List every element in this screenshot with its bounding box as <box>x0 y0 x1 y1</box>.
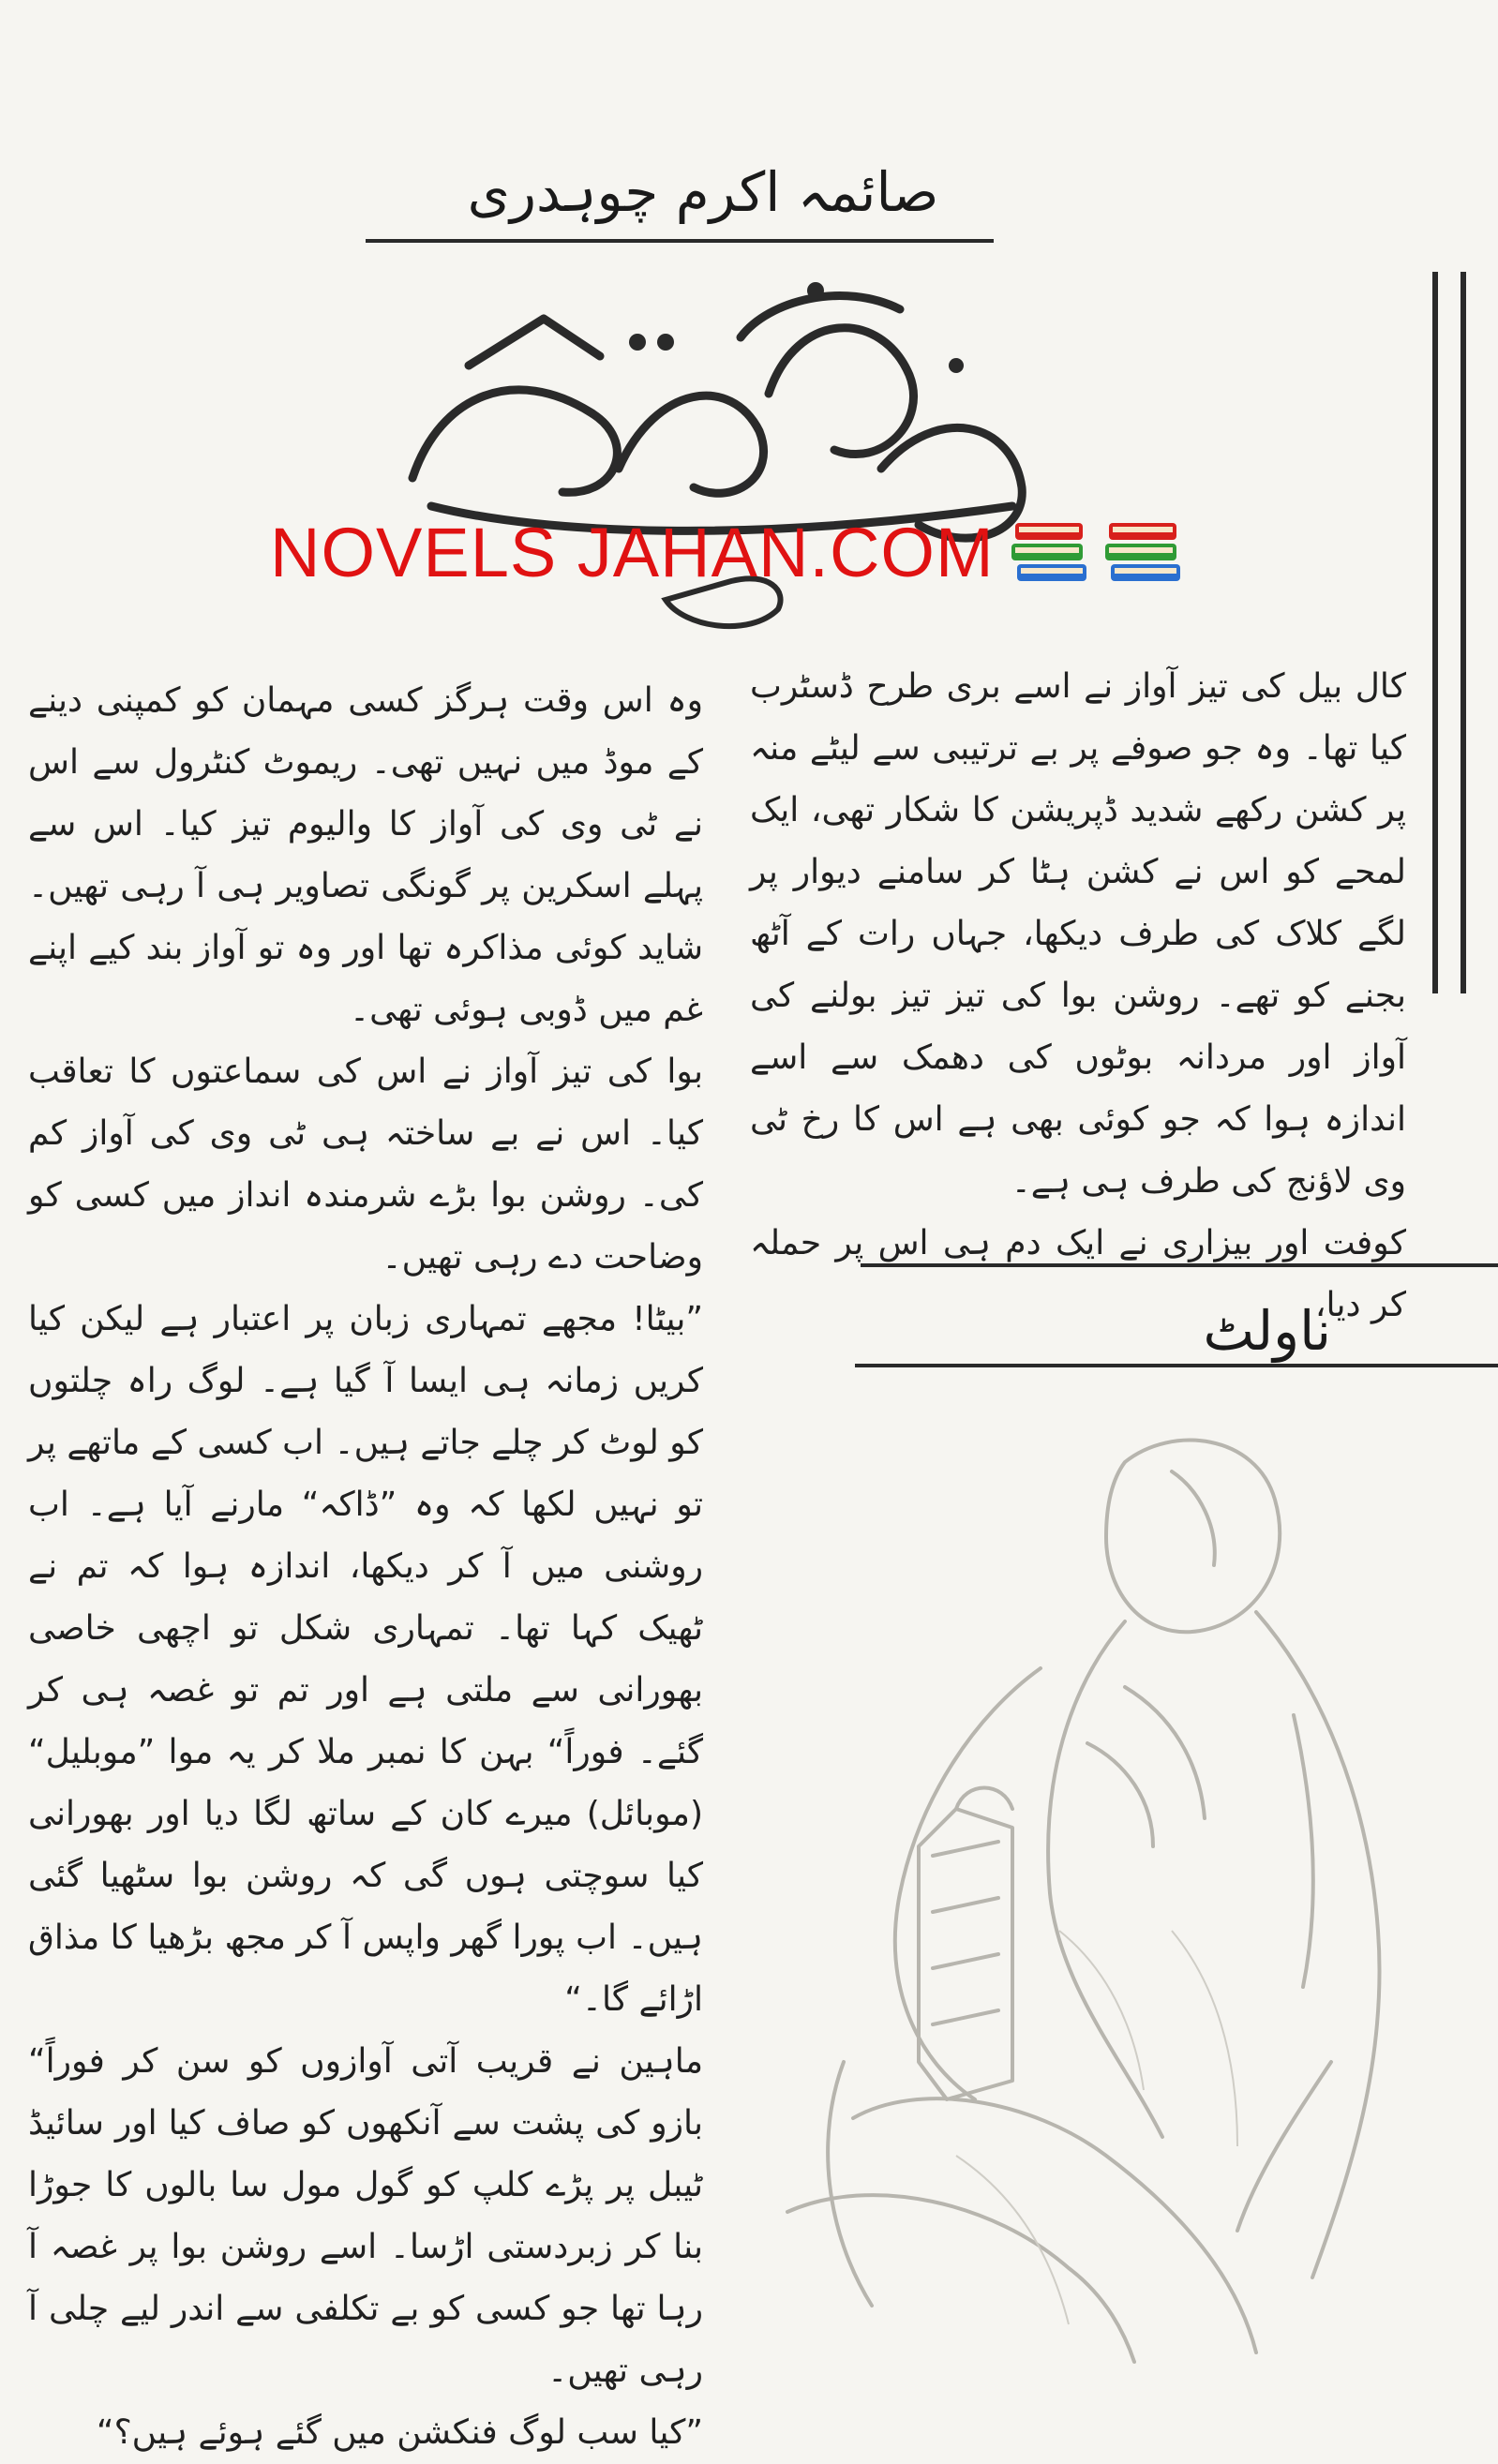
paragraph: ”کیا سب لوگ فنکشن میں گئے ہوئے ہیں؟“ <box>96 2413 703 2452</box>
genre-bottom-rule <box>855 1364 1498 1367</box>
books-icon <box>1008 515 1186 590</box>
text-column-right <box>750 656 1406 1324</box>
vertical-rule-inner <box>1461 272 1466 993</box>
paragraph: ماہین نے قریب آتی آوازوں کو سن کر فوراً“ بازو کی پشت سے آنکھوں کو صاف کیا اور سائیڈ ٹیبل پر پڑے کلپ کو گول مول سا بالوں کا جوڑا بنا کر زبردستی اڑسا۔ اسے روشن بوا پر غصہ آ رہا تھا جو کسی کو بے تکلفی سے اندر لیے چلی آ رہی تھیں۔ <box>28 2042 703 2390</box>
watermark-text: NOVELS JAHAN.COM <box>270 514 995 591</box>
text-column-left <box>28 670 703 2452</box>
genre-top-rule <box>861 1263 1498 1267</box>
genre-label: ناولٹ <box>1203 1299 1331 1363</box>
author-name: صائمہ اکرم چوہدری <box>467 160 939 224</box>
paragraph: ”بیٹا! مجھے تمہاری زبان پر اعتبار ہے لیکن کیا کریں زمانہ ہی ایسا آ گیا ہے۔ لوگ راہ چلتوں کو لوٹ کر چلے جاتے ہیں۔ اب کسی کے ماتھے پر تو نہیں لکھا کہ وہ ”ڈاکہ“ مارنے آیا ہے۔ اب روشنی میں آ کر دیکھا، اندازہ ہوا کہ تم نے ٹھیک کہا تھا۔ تمہاری شکل تو اچھی خاصی بھورانی سے ملتی ہے اور تم تو غصہ ہی کر گئے۔ فوراً“ بہن کا نمبر ملا کر یہ موا ”موبلیل“ (موبائل) میرے کان کے ساتھ لگا دیا اور بھورانی کیا سوچتی ہوں گی کہ روشن بوا سٹھیا گئی ہیں۔ اب پورا گھر واپس آ کر مجھ بڑھیا کا مذاق اڑائے گا۔“ <box>28 1300 703 2019</box>
vertical-rule-outer <box>1432 272 1438 993</box>
paragraph: وہ اس وقت ہرگز کسی مہمان کو کمپنی دینے کے موڈ میں نہیں تھی۔ ریموٹ کنٹرول سے اس نے ٹی وی کی آواز کا والیوم تیز کیا۔ اس سے پہلے اسکرین پر گونگی تصاویر ہی آ رہی تھیں۔ شاید کوئی مذاکرہ تھا اور وہ تو آواز بند کیے اپنے غم میں ڈوبی ہوئی تھی۔ <box>28 681 703 1029</box>
watermark <box>270 511 1186 595</box>
author-underline <box>366 239 994 243</box>
paragraph: بوا کی تیز آواز نے اس کی سماعتوں کا تعاقب کیا۔ اس نے بے ساختہ ہی ٹی وی کی آواز کم کی۔ روشن بوا بڑے شرمندہ انداز میں کسی کو وضاحت دے رہی تھیں۔ <box>28 1053 703 1277</box>
sketch-illustration <box>731 1406 1462 2371</box>
paragraph: کال بیل کی تیز آواز نے اسے بری طرح ڈسٹرب کیا تھا۔ وہ جو صوفے پر بے ترتیبی سے لیٹے منہ پر کشن رکھے شدید ڈپریشن کا شکار تھی، ایک لمحے کو اس نے کشن ہٹا کر سامنے دیوار پر لگے کلاک کی طرف دیکھا، جہاں رات کے آٹھ بجنے کو تھے۔ روشن بوا کی تیز تیز بولنے کی آواز اور مردانہ بوٹوں کی دھمک سے اسے اندازہ ہوا کہ جو کوئی بھی ہے اس کا رخ ٹی وی لاؤنج کی طرف ہی ہے۔ <box>750 667 1406 1201</box>
paragraph: کوفت اور بیزاری نے ایک دم ہی اس پر حملہ کر دیا، <box>750 1224 1406 1324</box>
